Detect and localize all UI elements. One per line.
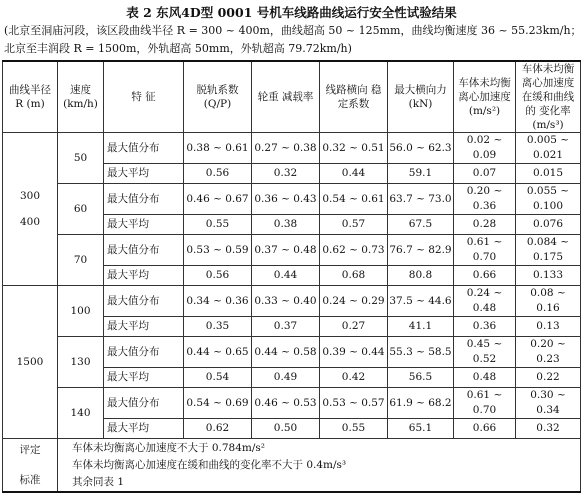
value-cell: 0.37 [252, 317, 320, 337]
criteria-line-2: 车体未均衡离心加速度在缓和曲线的变化率不大于 0.4m/s³ [72, 458, 347, 471]
value-cell: 0.32 ~ 0.51 [320, 133, 388, 164]
value-cell: 0.66 [454, 266, 516, 286]
header-accel-change-rate: 车体未均衡 离心加速度 在缓和曲线的 变化率 (m/s³) [516, 61, 581, 133]
header-centrifugal-accel: 车体未均衡 离心加速度 (m/s²) [454, 61, 516, 133]
feature-cell: 最大值分布 [104, 337, 184, 368]
feature-cell: 最大值分布 [104, 133, 184, 164]
value-cell: 0.46 ~ 0.67 [184, 184, 252, 215]
table-title: 表 2 东风4D型 0001 号机车线路曲线运行安全性试验结果 [126, 5, 457, 20]
table-row [3, 286, 581, 317]
evaluation-label [3, 439, 58, 493]
value-cell: 0.35 [184, 317, 252, 337]
value-cell: 76.7 ~ 82.9 [388, 235, 454, 266]
value-cell: 0.44 ~ 0.58 [252, 337, 320, 368]
radius-label-top: 1500 [16, 356, 44, 368]
value-cell: 0.39 ~ 0.44 [320, 337, 388, 368]
header-lateral-stability: 线路横向 稳定系数 [320, 61, 388, 133]
feature-cell: 最大值分布 [104, 286, 184, 317]
value-cell: 0.005 ~ 0.021 [516, 133, 581, 164]
value-cell: 0.27 [320, 317, 388, 337]
table-body [3, 133, 581, 439]
value-cell: 0.57 [320, 215, 388, 235]
value-cell: 61.9 ~ 68.2 [388, 388, 454, 419]
value-cell: 0.20 ~ 0.36 [454, 184, 516, 215]
value-cell: 0.61 ~ 0.70 [454, 235, 516, 266]
value-cell: 0.48 [454, 368, 516, 388]
value-cell: 80.8 [388, 266, 454, 286]
value-cell: 0.38 ~ 0.61 [184, 133, 252, 164]
value-cell: 0.62 ~ 0.73 [320, 235, 388, 266]
value-cell: 63.7 ~ 73.0 [388, 184, 454, 215]
value-cell: 0.44 [320, 164, 388, 184]
radius-label-top: 300 [19, 190, 41, 202]
speed-cell: 60 [58, 184, 104, 235]
feature-cell: 最大平均 [104, 368, 184, 388]
criteria-line-1: 车体未均衡离心加速度不大于 0.784m/s² [72, 441, 265, 454]
value-cell: 0.62 [184, 419, 252, 439]
value-cell: 55.3 ~ 58.5 [388, 337, 454, 368]
header-derail-coefficient: 脱轨系数 (Q/P) [184, 61, 252, 133]
value-cell: 0.13 [516, 317, 581, 337]
value-cell: 0.32 [516, 419, 581, 439]
value-cell: 0.34 ~ 0.36 [184, 286, 252, 317]
evaluation-criteria [58, 439, 581, 493]
value-cell: 0.015 [516, 164, 581, 184]
value-cell: 0.36 [454, 317, 516, 337]
value-cell: 0.55 [184, 215, 252, 235]
radius-cell [3, 133, 58, 286]
value-cell: 0.54 ~ 0.61 [320, 184, 388, 215]
value-cell: 0.56 [184, 266, 252, 286]
evaluation-label-top: 评定 [19, 443, 41, 456]
value-cell: 41.1 [388, 317, 454, 337]
value-cell: 0.32 [252, 164, 320, 184]
speed-cell: 140 [58, 388, 104, 439]
value-cell: 0.68 [320, 266, 388, 286]
radius-label-bottom: 400 [19, 216, 41, 228]
value-cell: 0.66 [454, 419, 516, 439]
criteria-line-3: 其余同表 1 [72, 475, 125, 488]
feature-cell: 最大平均 [104, 266, 184, 286]
value-cell: 0.02 ~ 0.09 [454, 133, 516, 164]
header-wheel-unload-rate: 轮重 减载率 [252, 61, 320, 133]
results-table [2, 60, 581, 493]
value-cell: 0.54 [184, 368, 252, 388]
value-cell: 0.45 ~ 0.52 [454, 337, 516, 368]
value-cell: 0.56 [184, 164, 252, 184]
value-cell: 0.53 ~ 0.59 [184, 235, 252, 266]
value-cell: 0.55 [320, 419, 388, 439]
feature-cell: 最大平均 [104, 419, 184, 439]
value-cell: 0.53 ~ 0.57 [320, 388, 388, 419]
value-cell: 0.33 ~ 0.40 [252, 286, 320, 317]
radius-cell [3, 286, 58, 439]
value-cell: 0.46 ~ 0.53 [252, 388, 320, 419]
value-cell: 0.22 [516, 368, 581, 388]
value-cell: 59.1 [388, 164, 454, 184]
table-row [3, 235, 581, 266]
value-cell: 67.5 [388, 215, 454, 235]
table-row [3, 184, 581, 215]
value-cell: 0.27 ~ 0.38 [252, 133, 320, 164]
value-cell: 0.44 ~ 0.65 [184, 337, 252, 368]
speed-cell: 50 [58, 133, 104, 184]
value-cell: 65.1 [388, 419, 454, 439]
table-row [3, 337, 581, 368]
table-note-line-1: (北京至洞庙河段，该区段曲线半径 R = 300 ~ 400m，曲线超高 50 ~ 125mm，曲线均衡速度 36 ~ 55.23km/h； [4, 24, 582, 37]
feature-cell: 最大平均 [104, 215, 184, 235]
value-cell: 0.44 [252, 266, 320, 286]
table-row [3, 133, 581, 164]
value-cell: 0.084 ~ 0.175 [516, 235, 581, 266]
value-cell: 0.133 [516, 266, 581, 286]
value-cell: 56.0 ~ 62.3 [388, 133, 454, 164]
header-speed: 速度 (km/h) [58, 61, 104, 133]
value-cell: 0.20 ~ 0.23 [516, 337, 581, 368]
feature-cell: 最大值分布 [104, 388, 184, 419]
value-cell: 0.055 ~ 0.100 [516, 184, 581, 215]
header-max-lateral-force: 最大横向力 (kN) [388, 61, 454, 133]
value-cell: 0.24 ~ 0.48 [454, 286, 516, 317]
value-cell: 0.07 [454, 164, 516, 184]
feature-cell: 最大值分布 [104, 235, 184, 266]
speed-cell: 100 [58, 286, 104, 337]
table-row [3, 388, 581, 419]
table-note-line-2: 北京至丰润段 R = 1500m，外轨超高 50mm，外轨超高 79.72km/h) [4, 42, 352, 55]
feature-cell: 最大平均 [104, 164, 184, 184]
evaluation-label-bottom: 标准 [19, 473, 41, 486]
value-cell: 0.24 ~ 0.29 [320, 286, 388, 317]
speed-cell: 130 [58, 337, 104, 388]
value-cell: 0.076 [516, 215, 581, 235]
evaluation-row [3, 439, 581, 493]
header-feature: 特 征 [104, 61, 184, 133]
value-cell: 0.54 ~ 0.69 [184, 388, 252, 419]
value-cell: 0.38 [252, 215, 320, 235]
value-cell: 0.61 ~ 0.70 [454, 388, 516, 419]
value-cell: 0.30 ~ 0.34 [516, 388, 581, 419]
header-row [3, 61, 581, 133]
header-radius: 曲线半径 R (m) [3, 61, 58, 133]
value-cell: 0.42 [320, 368, 388, 388]
feature-cell: 最大值分布 [104, 184, 184, 215]
value-cell: 0.50 [252, 419, 320, 439]
value-cell: 0.37 ~ 0.48 [252, 235, 320, 266]
value-cell: 0.49 [252, 368, 320, 388]
feature-cell: 最大平均 [104, 317, 184, 337]
speed-cell: 70 [58, 235, 104, 286]
value-cell: 37.5 ~ 44.6 [388, 286, 454, 317]
value-cell: 56.5 [388, 368, 454, 388]
value-cell: 0.28 [454, 215, 516, 235]
value-cell: 0.08 ~ 0.16 [516, 286, 581, 317]
value-cell: 0.36 ~ 0.43 [252, 184, 320, 215]
